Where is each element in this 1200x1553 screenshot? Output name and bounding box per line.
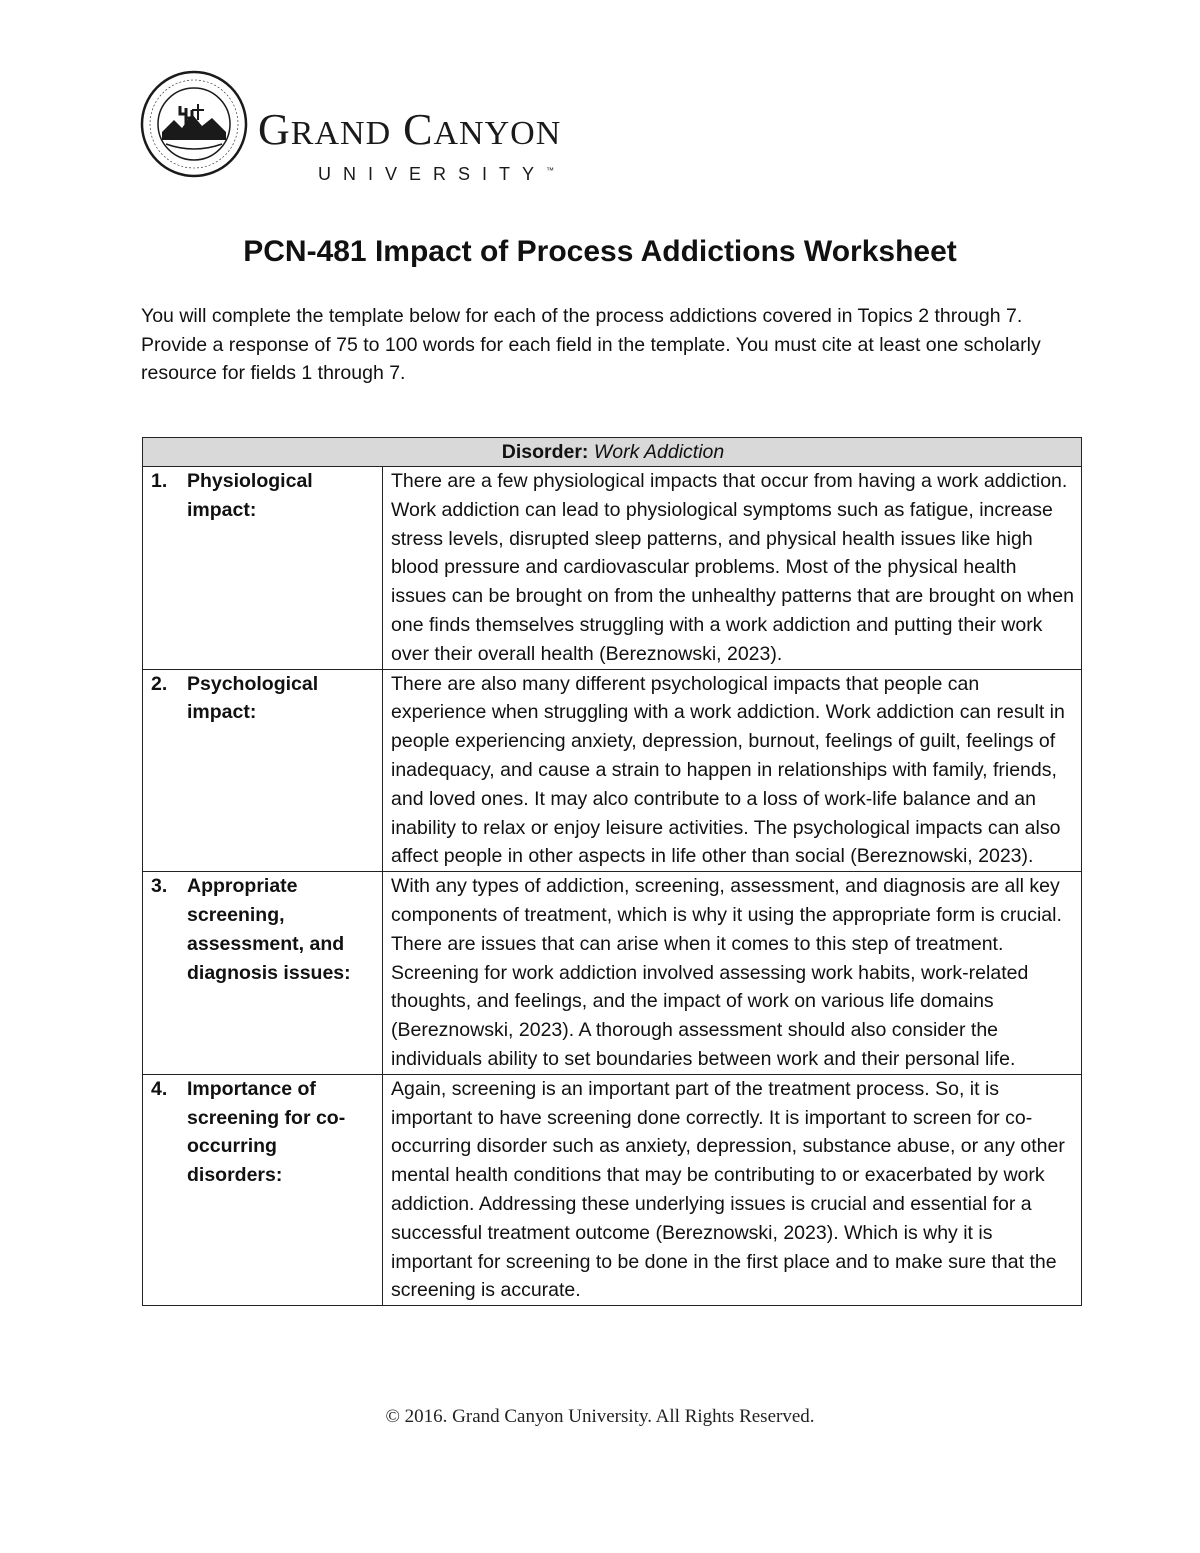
wordmark-line2: UNIVERSITY™ (318, 164, 555, 184)
page-title: PCN-481 Impact of Process Addictions Worksheet (243, 235, 957, 268)
field-label: Psychological impact: (187, 672, 319, 724)
wordmark-line1: GRAND CANYON (258, 105, 562, 154)
table-row (143, 669, 1082, 872)
field-cell (143, 872, 383, 1075)
field-label: Appropriate screening, assessment, and diagnosis issues: (187, 875, 351, 984)
field-cell (143, 669, 383, 872)
table-row (143, 467, 1082, 670)
field-label: Importance of screening for co-occurring disorders: (187, 1077, 346, 1187)
response-cell: Again, screening is an important part of the treatment process. So, it is important to have screening done correctly. It is important to screen for co-occurring disorder such as anxiety, depression, substance abuse, or any other mental health conditions that may be contributing to or exacerbated by work addiction. Addressing these underlying issues is crucial and essential for a successful treatment outcome (Bereznowski, 2023). Which is why it is important for screening to be done in the first place and to make sure that the screening is accurate. (383, 1074, 1082, 1305)
copyright-footer: © 2016. Grand Canyon University. All Rights Reserved. (385, 1406, 815, 1427)
table-row (143, 872, 1082, 1075)
disorder-value: Work Addiction (593, 441, 725, 463)
field-cell (143, 1074, 383, 1305)
field-cell (143, 467, 383, 670)
field-number: 3. (151, 875, 168, 898)
table-row (143, 1074, 1082, 1305)
field-number: 4. (151, 1077, 168, 1100)
response-cell: There are a few physiological impacts that occur from having a work addiction. Work addiction can lead to physiological symptoms such as fatigue, increase stress levels, disrupted sleep patterns, and physical health issues like high blood pressure and cardiovascular problems. Most of the physical health issues can be brought on from the unhealthy patterns that are brought on when one finds themselves struggling with a work addiction and putting their work over their overall health (Bereznowski, 2023). (383, 467, 1082, 670)
table-header-row (143, 438, 1082, 467)
disorder-header (143, 438, 1082, 467)
response-cell: There are also many different psychological impacts that people can experience when struggling with a work addiction. Work addiction can result in people experiencing anxiety, depression, burnout, feelings of guilt, feelings of inadequacy, and cause a strain to happen in relationships with family, friends, and loved ones. It may alco contribute to a loss of work-life balance and an inability to relax or enjoy leisure activities. The psychological impacts can also affect people in other aspects in life other than social (Bereznowski, 2023). (383, 669, 1082, 872)
response-cell: With any types of addiction, screening, assessment, and diagnosis are all key components of treatment, which is why it using the appropriate form is crucial. There are issues that can arise when it comes to this step of treatment. Screening for work addiction involved assessing work habits, work-related thoughts, and feelings, and the impact of work on various life domains (Bereznowski, 2023). A thorough assessment should also consider the individuals ability to set boundaries between work and their personal life. (383, 872, 1082, 1075)
university-wordmark (258, 105, 562, 185)
university-seal-icon (140, 70, 248, 178)
field-number: 1. (151, 470, 168, 492)
university-logo (140, 70, 620, 184)
field-number: 2. (151, 672, 168, 695)
field-label: Physiological impact: (187, 470, 313, 521)
instructions: You will complete the template below for each of the process addictions covered in Topics 2 through 7. Provide a response of 75 to 100 words for each field in the template. You must cite at least one scholarly resource for fields 1 through 7. (141, 305, 1041, 384)
worksheet-table (142, 437, 1082, 1306)
disorder-label: Disorder: (501, 441, 589, 463)
